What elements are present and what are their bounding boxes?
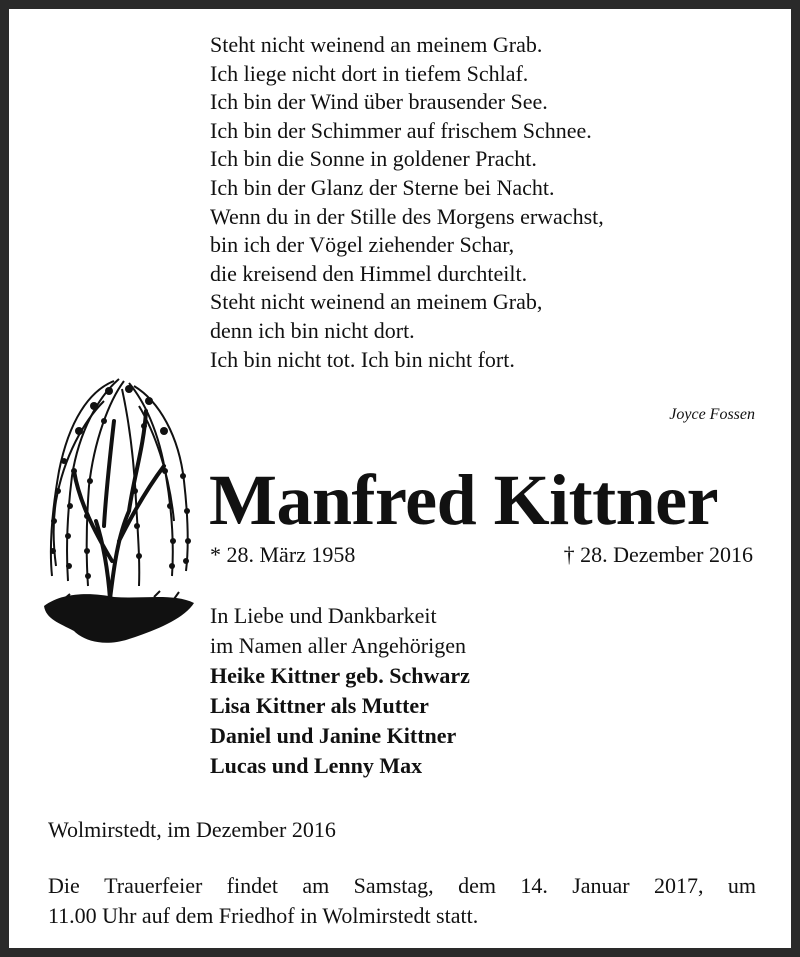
funeral-word: um (727, 873, 756, 898)
funeral-line-1 (48, 871, 756, 901)
poem (210, 31, 604, 374)
poem-line: bin ich der Vögel ziehender Schar, (210, 232, 515, 258)
funeral-word: Trauerfeier (104, 873, 203, 898)
poem-line: Ich bin die Sonne in goldener Pracht. (210, 146, 537, 172)
mourners-intro: im Namen aller Angehörigen (210, 633, 466, 658)
poem-author: Joyce Fossen (669, 406, 755, 423)
poem-line: Steht nicht weinend an meinem Grab. (210, 32, 543, 57)
poem-line: Wenn du in der Stille des Morgens erwachst, (210, 203, 604, 229)
mourners-intro: In Liebe und Dankbarkeit (210, 603, 437, 628)
funeral-word: Samstag, (353, 873, 434, 898)
poem-line: die kreisend den Himmel durchteilt. (210, 260, 528, 286)
obituary-card (9, 9, 791, 948)
mourner-name: Heike Kittner geb. Schwarz (210, 663, 470, 688)
funeral-line-2: 11.00 Uhr auf dem Friedhof in Wolmirstedt statt. (48, 903, 479, 928)
place-date: Wolmirstedt, im Dezember 2016 (48, 817, 336, 842)
poem-line: Ich bin der Wind über brausender See. (210, 89, 548, 115)
funeral-word: am (302, 873, 330, 898)
poem-line: Ich bin der Glanz der Sterne bei Nacht. (210, 174, 555, 200)
funeral-word: findet (226, 873, 278, 898)
poem-line: Ich bin nicht tot. Ich bin nicht fort. (210, 346, 515, 372)
mourner-name: Lisa Kittner als Mutter (210, 693, 429, 718)
poem-line: Steht nicht weinend an meinem Grab, (210, 289, 543, 315)
deceased-name: Manfred Kittner (209, 460, 719, 540)
funeral-word: Januar (572, 873, 630, 898)
weeping-willow-icon (34, 361, 199, 651)
birth-date: * 28. März 1958 (210, 542, 356, 567)
poem-line: Ich bin der Schimmer auf frischem Schnee. (210, 117, 592, 143)
funeral-word: Die (48, 873, 80, 898)
mourner-name: Daniel und Janine Kittner (210, 723, 457, 748)
poem-line: Ich liege nicht dort in tiefem Schlaf. (210, 60, 529, 86)
funeral-word: 2017, (654, 873, 704, 898)
funeral-word: dem (458, 873, 496, 898)
death-date: † 28. Dezember 2016 (563, 542, 753, 567)
poem-line: denn ich bin nicht dort. (210, 317, 415, 343)
mourners-block (210, 601, 470, 781)
funeral-notice (48, 871, 756, 931)
funeral-word: 14. (520, 873, 548, 898)
mourner-name: Lucas und Lenny Max (210, 753, 423, 778)
